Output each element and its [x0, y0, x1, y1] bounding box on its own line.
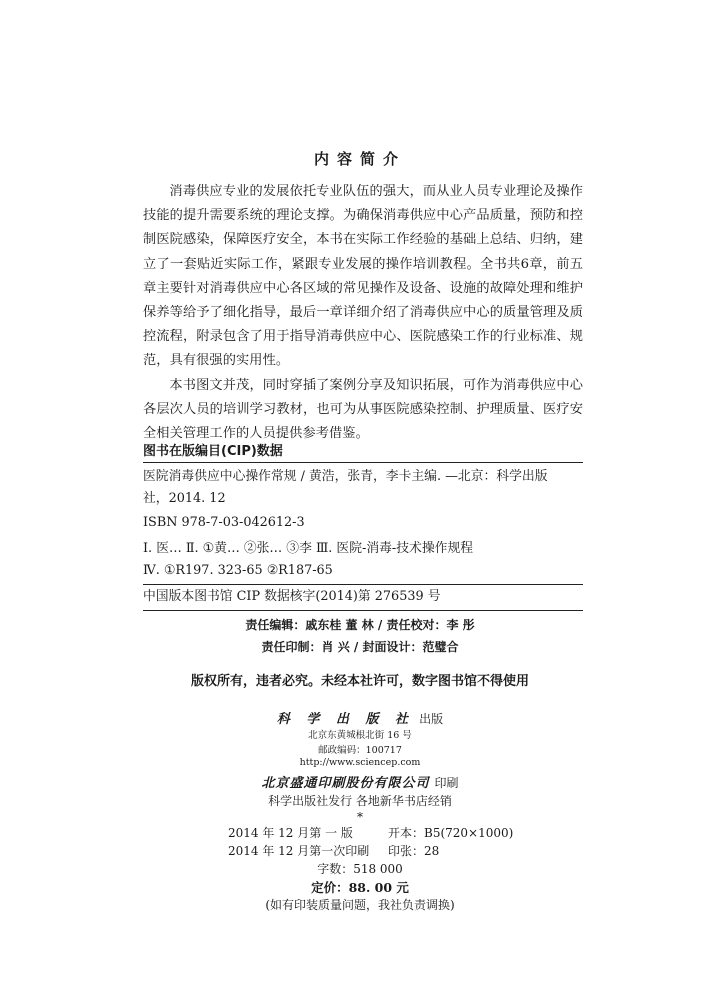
rights-notice: 版权所有，违者必究。未经本社许可，数字图书馆不得使用 — [190, 674, 529, 689]
cip-library-line: 中国版本图书馆 CIP 数据核字(2014)第 276539 号 — [143, 589, 441, 604]
publisher-url: http://www.sciencep.com — [299, 757, 421, 768]
cip-heading: 图书在版编目(CIP)数据 — [143, 444, 283, 459]
edition-line — [228, 824, 514, 841]
publisher-postcode: 邮政编码：100717 — [318, 745, 402, 756]
distribution-line: 科学出版社发行 各地新华书店经销 — [268, 794, 452, 808]
cip-isbn: ISBN 978-7-03-042612-3 — [143, 515, 305, 530]
intro-section — [143, 180, 583, 446]
publisher-line — [0, 708, 720, 727]
printer-suffix: 印刷 — [434, 776, 459, 790]
publisher-address: 北京东黄城根北街 16 号 — [308, 730, 412, 741]
word-count: 字数：518 000 — [317, 862, 403, 876]
price: 定价：88. 00 元 — [311, 880, 409, 895]
printing-line — [228, 842, 440, 859]
cip-bottom-rule — [143, 610, 583, 611]
edition-date: 2014 年 12 月第 一 版 — [228, 826, 353, 840]
publisher-name: 科 学 出 版 社 — [276, 712, 414, 727]
separator-star: * — [357, 810, 363, 824]
cip-class-line-1: Ⅰ. 医… Ⅱ. ①黄… ②张… ③李 Ⅲ. 医院-消毒-技术操作规程 — [143, 541, 474, 556]
printing-date: 2014 年 12 月第一次印刷 — [228, 844, 370, 858]
cip-mid-rule — [143, 584, 583, 585]
format-size: 开本：B5(720×1000) — [388, 826, 514, 840]
cip-title-line-2: 社，2014. 12 — [143, 491, 226, 506]
staff-editors: 责任编辑：戚东桂 董 林 / 责任校对：李 彤 — [245, 618, 475, 632]
cip-class-line-2: Ⅳ. ①R197. 323-65 ②R187-65 — [143, 563, 333, 578]
sheet-count: 印张：28 — [388, 844, 440, 858]
printer-line — [0, 772, 720, 791]
intro-title: 内容简介 — [313, 150, 406, 168]
staff-printing: 责任印制：肖 兴 / 封面设计：范璧合 — [261, 640, 459, 654]
cip-top-rule — [143, 462, 583, 463]
intro-paragraph-2: 本书图文并茂，同时穿插了案例分享及知识拓展，可作为消毒供应中心各层次人员的培训学习教材，也可为从事医院感染控制、护理质量、医疗安全相关管理工作的人员提供参考借鉴。 — [143, 377, 583, 442]
publisher-suffix: 出版 — [419, 712, 444, 726]
cip-title-line-1: 医院消毒供应中心操作常规 / 黄浩，张青，李卡主编. —北京：科学出版 — [143, 469, 548, 484]
intro-paragraph-1: 消毒供应专业的发展依托专业队伍的强大，而从业人员专业理论及操作技能的提升需要系统的理论支撑。为确保消毒供应中心产品质量，预防和控制医院感染，保障医疗安全，本书在实际工作经验的基础上总结、归纳，建立了一套贴近实际工作，紧跟专业发展的操作培训教程。全书共6章，前五章主要针对消毒供应中心各区域的常见操作及设备、设施的故障处理和维护保养等给予了细化指导，最后一章详细介绍了消毒供应中心的质量管理及质控流程，附录包含了用于指导消毒供应中心、医院感染工作的行业标准、规范，具有很强的实用性。 — [143, 184, 583, 369]
printer-name: 北京盛通印刷股份有限公司 — [261, 776, 430, 791]
quality-note: (如有印装质量问题，我社负责调换) — [265, 898, 455, 912]
